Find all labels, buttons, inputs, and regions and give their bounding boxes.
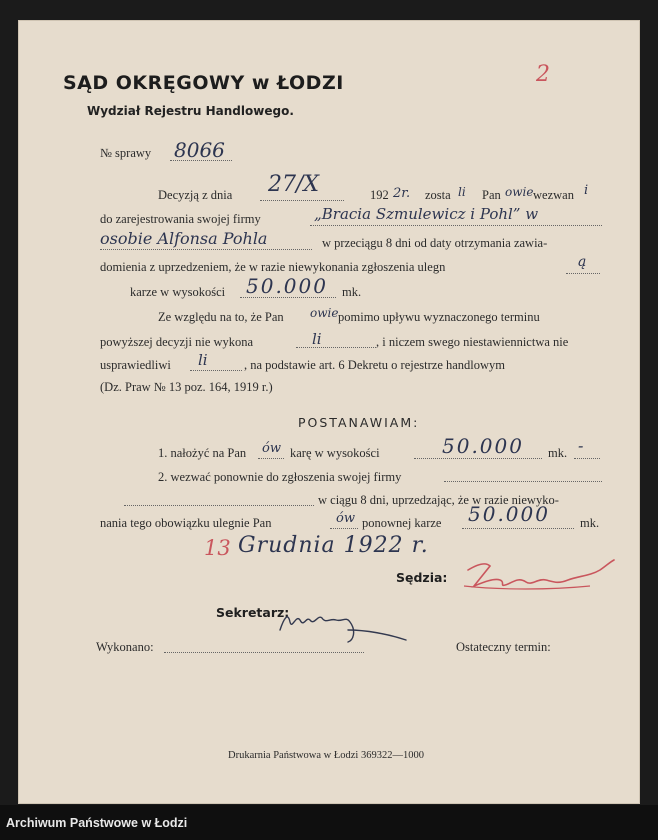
dotted-line [260, 200, 344, 201]
decision-line4-hand: ą [578, 254, 587, 270]
dotted-line [310, 225, 602, 226]
reason-line2-hand: li [312, 330, 322, 348]
reason-line3-b: , na podstawie art. 6 Dekretu o rejestrze handlowym [244, 358, 506, 372]
dotted-line [164, 652, 364, 653]
dotted-line [100, 249, 312, 250]
judge-label: Sędzia: [396, 570, 448, 585]
decision-year-hand: 2r. [393, 186, 411, 201]
ruling-point2: 2. wezwać ponownie do zgłoszenia swojej firmy [158, 470, 402, 484]
ruling-point1-dash: - [578, 436, 584, 455]
decision-line5-a: karze w wysokości [130, 285, 226, 299]
dotted-line [462, 528, 574, 529]
dotted-line [566, 273, 600, 274]
decision-zosta-suffix: li [458, 185, 466, 199]
ruling-point1-a: 1. nałożyć na Pan [158, 446, 247, 460]
decision-line5-b: mk. [342, 285, 362, 299]
firm-name-hand: „Bracia Szmulewicz i Pohl” w [314, 205, 539, 223]
firm-person-hand: osobie Alfonsa Pohla [100, 229, 268, 248]
decision-date-hand: 27/X [268, 172, 320, 197]
dotted-line [124, 505, 314, 506]
dotted-line [190, 370, 242, 371]
ruling-point4-b: ponownej karze [362, 516, 442, 530]
date-day-red: 13 [204, 536, 231, 560]
dotted-line [414, 458, 542, 459]
decision-pan: Pan [482, 188, 501, 202]
page-number-red: 2 [536, 62, 550, 87]
dotted-line [240, 297, 336, 298]
department-name: Wydział Rejestru Handlowego. [87, 104, 294, 118]
dotted-line [258, 458, 284, 459]
reason-line3-a: usprawiedliwi [100, 358, 171, 372]
reason-line4: (Dz. Praw № 13 poz. 164, 1919 r.) [100, 380, 273, 394]
archive-footer-text: Archiwum Państwowe w Łodzi [6, 816, 188, 830]
dotted-line [574, 458, 600, 459]
case-label: № sprawy [100, 146, 152, 160]
ruling-point3: w ciągu 8 dni, uprzedzając, że w razie niewyko- [318, 493, 559, 507]
decision-line3: w przeciągu 8 dni od daty otrzymania zawia- [322, 236, 548, 250]
secretary-label: Sekretarz: [216, 605, 290, 620]
decision-line1-a: Decyzją z dnia [158, 188, 233, 202]
ruling-heading: POSTANAWIAM: [298, 415, 420, 430]
reason-line1-b: pomimo upływu wyznaczonego terminu [338, 310, 540, 324]
decision-amount-hand: 50.000 [246, 274, 328, 298]
secretary-signature [270, 600, 420, 650]
ruling-point1-hand: ów [262, 441, 281, 456]
reason-line2-a: powyższej decyzji nie wykona [100, 335, 254, 349]
decision-wezwan: wezwan [533, 188, 574, 202]
reason-pan-hand: owie [310, 306, 339, 320]
case-number-hand: 8066 [174, 138, 225, 162]
dotted-line [296, 347, 376, 348]
ruling-point1-b: karę w wysokości [290, 446, 380, 460]
dotted-line [330, 528, 358, 529]
reason-line3-hand: li [198, 351, 208, 369]
decision-line2: do zarejestrowania swojej firmy [100, 212, 261, 226]
decision-pan-hand: owie [505, 185, 534, 199]
ruling-point4-amount: 50.000 [468, 502, 550, 526]
ruling-point4-c: mk. [580, 516, 600, 530]
date-handwritten: Grudnia 1922 r. [238, 533, 429, 558]
judge-signature [460, 556, 620, 600]
ruling-point4-hand: ów [336, 511, 355, 526]
decision-year-prefix: 192 [370, 188, 389, 202]
ruling-point4-a: nania tego obowiązku ulegnie Pan [100, 516, 272, 530]
decision-wezwan-suffix: i [584, 183, 589, 198]
document-page [18, 20, 640, 804]
ruling-point1-amount: 50.000 [442, 434, 524, 458]
case-dotted-line [170, 160, 232, 161]
decision-line4: domienia z uprzedzeniem, że w razie niewykonania zgłoszenia ulegn [100, 260, 446, 274]
reason-line1-a: Ze względu na to, że Pan [158, 310, 284, 324]
printer-note: Drukarnia Państwowa w Łodzi 369322—1000 [228, 750, 424, 761]
reason-line2-b: , i niczem swego niestawiennictwa nie [376, 335, 569, 349]
court-name: SĄD OKRĘGOWY w ŁODZI [63, 72, 344, 94]
dotted-line [444, 481, 602, 482]
final-term-label: Ostateczny termin: [456, 640, 551, 654]
executed-label: Wykonano: [96, 640, 154, 654]
ruling-point1-c: mk. [548, 446, 568, 460]
decision-zosta: zosta [425, 188, 451, 202]
